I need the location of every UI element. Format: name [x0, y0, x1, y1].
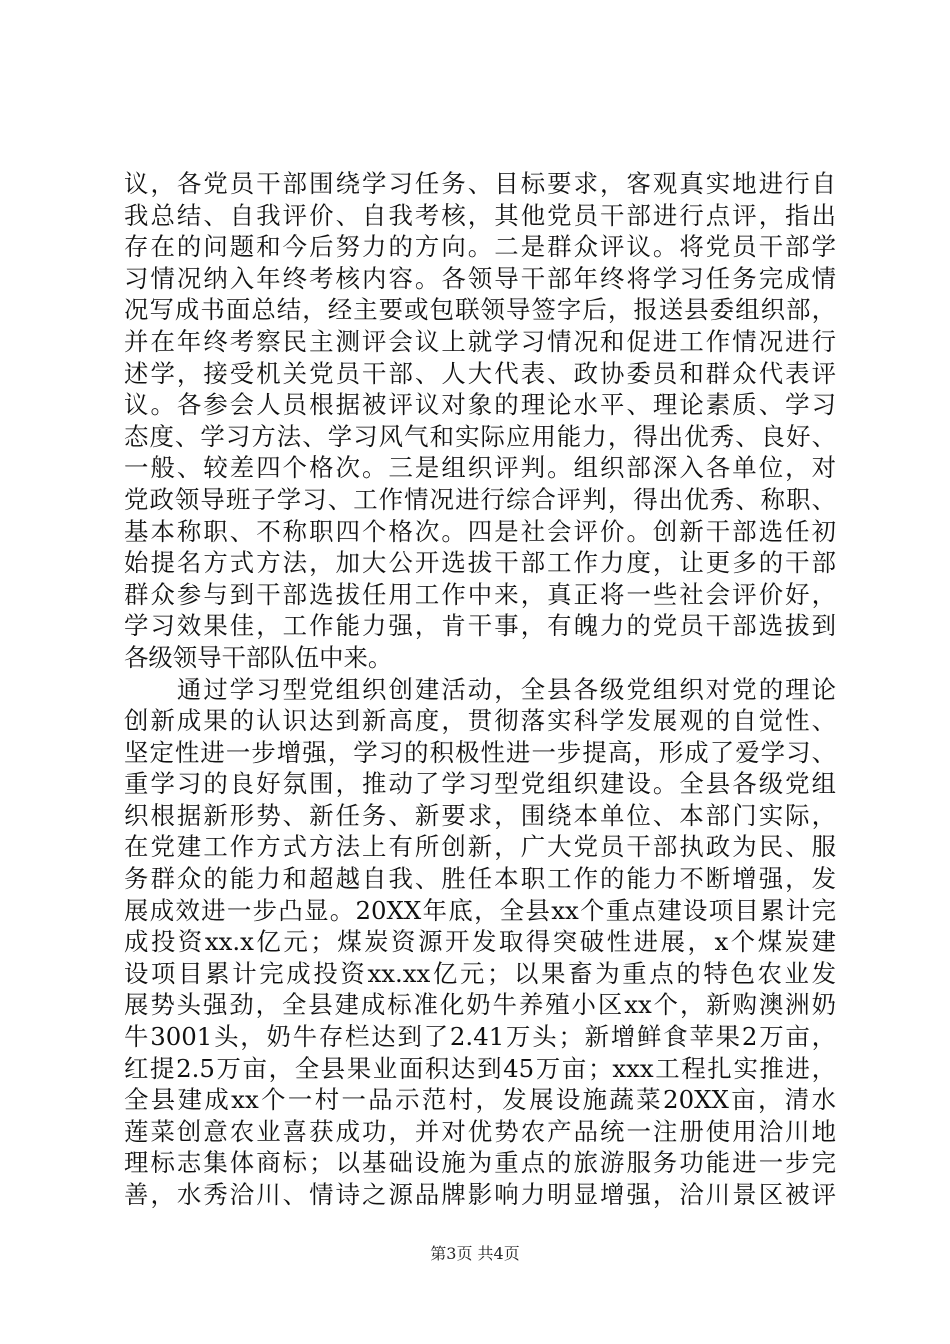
text-line: 况写成书面总结，经主要或包联领导签字后，报送县委组织部， [124, 295, 836, 325]
text-line: 存在的问题和今后努力的方向。二是群众评议。将党员干部学 [124, 232, 836, 262]
text-line: 并在年终考察民主测评会议上就学习情况和促进工作情况进行 [124, 326, 836, 356]
text-line: 议，各党员干部围绕学习任务、目标要求，客观真实地进行自 [124, 169, 836, 198]
text-line: 牛3001头，奶牛存栏达到了2.41万头；新增鲜食苹果2万亩， [124, 1022, 836, 1052]
text-line: 态度、学习方法、学习风气和实际应用能力，得出优秀、良好、 [124, 421, 836, 451]
text-line: 务群众的能力和超越自我、胜任本职工作的能力不断增强，发 [124, 864, 836, 894]
text-line: 在党建工作方式方法上有所创新，广大党员干部执政为民、服 [124, 832, 836, 862]
paragraph-start-line: 通过学习型党组织创建活动，全县各级党组织对党的理论 [124, 674, 836, 704]
text-line: 一般、较差四个格次。三是组织评判。组织部深入各单位，对 [124, 453, 836, 483]
text-line: 我总结、自我评价、自我考核，其他党员干部进行点评，指出 [124, 200, 836, 230]
text-line: 议。各参会人员根据被评议对象的理论水平、理论素质、学习 [124, 390, 836, 420]
text-line: 理标志集体商标；以基础设施为重点的旅游服务功能进一步完 [124, 1148, 836, 1178]
text-line: 展成效进一步凸显。20XX年底，全县xx个重点建设项目累计完 [124, 895, 836, 925]
text-line: 述学，接受机关党员干部、人大代表、政协委员和群众代表评 [124, 358, 836, 388]
paragraph-end-line: 各级领导干部队伍中来。 [124, 642, 393, 672]
text-line: 莲菜创意农业喜获成功，并对优势农产品统一注册使用洽川地 [124, 1116, 836, 1146]
text-line: 成投资xx.x亿元；煤炭资源开发取得突破性进展，x个煤炭建 [124, 927, 836, 957]
text-line: 展势头强劲，全县建成标准化奶牛养殖小区xx个，新购澳洲奶 [124, 990, 836, 1020]
text-line: 习情况纳入年终考核内容。各领导干部年终将学习任务完成情 [124, 263, 836, 293]
text-line: 坚定性进一步增强，学习的积极性进一步提高，形成了爱学习、 [124, 737, 836, 767]
text-line: 设项目累计完成投资xx.xx亿元；以果畜为重点的特色农业发 [124, 958, 836, 988]
body-text [124, 168, 836, 1211]
text-line: 群众参与到干部选拔任用工作中来，真正将一些社会评价好， [124, 579, 836, 609]
text-line: 红提2.5万亩，全县果业面积达到45万亩；xxx工程扎实推进， [124, 1053, 836, 1083]
page-footer: 第3页 共4页 [430, 1244, 520, 1263]
text-line: 重学习的良好氛围，推动了学习型党组织建设。全县各级党组 [124, 769, 836, 799]
text-line: 始提名方式方法，加大公开选拔干部工作力度，让更多的干部 [124, 548, 836, 578]
text-line: 基本称职、不称职四个格次。四是社会评价。创新干部选任初 [124, 516, 836, 546]
text-line: 创新成果的认识达到新高度，贯彻落实科学发展观的自觉性、 [124, 706, 836, 736]
text-line: 党政领导班子学习、工作情况进行综合评判，得出优秀、称职、 [124, 484, 836, 514]
text-line: 全县建成xx个一村一品示范村，发展设施蔬菜20XX亩，清水 [124, 1085, 836, 1115]
text-line: 善，水秀洽川、情诗之源品牌影响力明显增强，洽川景区被评 [124, 1180, 836, 1209]
text-line: 学习效果佳，工作能力强，肯干事，有魄力的党员干部选拔到 [124, 611, 836, 641]
text-line: 织根据新形势、新任务、新要求，围绕本单位、本部门实际， [124, 800, 836, 830]
